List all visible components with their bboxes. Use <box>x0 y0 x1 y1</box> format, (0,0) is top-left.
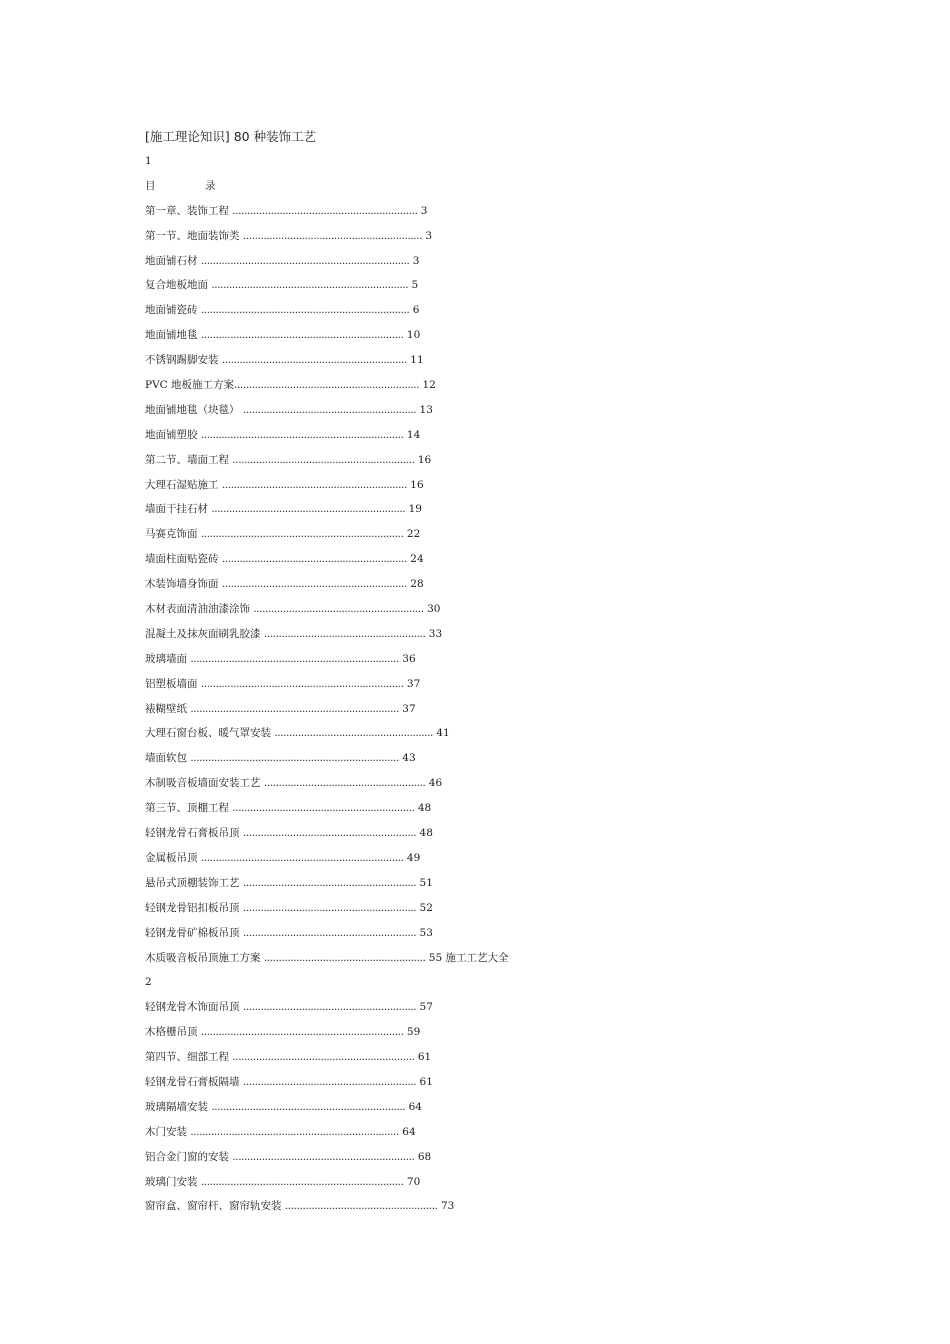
toc-page-number: 55 <box>428 951 443 964</box>
toc-page-number: 68 <box>417 1150 432 1163</box>
toc-entry <box>145 277 845 302</box>
toc-leader-dots: ..................................................................... <box>200 851 404 864</box>
toc-entry-title: 玻璃门安装 <box>145 1175 201 1188</box>
toc-entry <box>145 875 845 900</box>
toc-entry-title: 木材表面清油油漆涂饰 <box>145 603 254 616</box>
toc-entry-title: 复合地板地面 <box>145 279 212 292</box>
toc-entry <box>145 1024 845 1049</box>
toc-leader-dots: ....................................................... <box>263 951 426 964</box>
toc-leader-dots: ....................................................... <box>263 777 426 790</box>
toc-entry-title: 不锈钢踢脚安装 <box>145 354 222 367</box>
toc-entry-title: 地面铺瓷砖 <box>145 304 201 317</box>
toc-entry-title: 裱糊壁纸 <box>145 702 191 715</box>
toc-page-number: 30 <box>427 603 441 616</box>
toc-entry-title: 地面铺地毯 <box>145 329 201 342</box>
toc-entry-title: PVC 地板施工方案 <box>145 379 235 392</box>
toc-page-number: 64 <box>402 1125 416 1138</box>
toc-list <box>145 203 845 975</box>
toc-entry-title: 马赛克饰面 <box>145 528 201 541</box>
toc-page-number: 73 <box>440 1200 455 1213</box>
toc-page-number: 13 <box>419 403 433 416</box>
toc-entry <box>145 327 845 352</box>
toc-leader-dots: ............................................................... <box>221 354 407 367</box>
toc-heading <box>145 178 845 203</box>
toc-entry-title: 第一节、地面装饰类 <box>145 229 243 242</box>
toc-leader-dots: ............................................................... <box>232 204 418 217</box>
toc-page-number: 16 <box>410 478 424 491</box>
toc-page-number: 12 <box>422 379 436 392</box>
toc-page-number: 3 <box>412 254 420 267</box>
toc-entry-title: 第二节、墙面工程 <box>145 453 233 466</box>
toc-entry <box>145 701 845 726</box>
toc-page-number: 14 <box>406 428 421 441</box>
page-number-marker: 2 <box>145 976 152 989</box>
toc-entry-title: 地面铺塑胶 <box>145 428 201 441</box>
toc-leader-dots: ....................................................................... <box>190 702 399 715</box>
toc-entry <box>145 1149 845 1174</box>
toc-entry <box>145 825 845 850</box>
toc-leader-dots: .................................................... <box>284 1200 438 1213</box>
toc-leader-dots: ................................................................... <box>211 279 409 292</box>
toc-entry-title: 铝塑板墙面 <box>145 677 201 690</box>
toc-page-number: 5 <box>411 279 419 292</box>
toc-leader-dots: ..................................................................... <box>200 677 404 690</box>
toc-leader-dots: ........................................................... <box>242 901 417 914</box>
toc-entry <box>145 725 845 750</box>
toc-entry <box>145 900 845 925</box>
toc-entry <box>145 999 845 1024</box>
toc-entry <box>145 1074 845 1099</box>
toc-entry-title: 木质吸音板吊顶施工方案 <box>145 951 264 964</box>
toc-leader-dots: ........................................................... <box>242 1075 417 1088</box>
toc-page-number: 43 <box>402 752 416 765</box>
toc-page-number: 48 <box>417 802 432 815</box>
toc-entry <box>145 1049 845 1074</box>
toc-leader-dots: .............................................................. <box>232 453 415 466</box>
toc-entry-title: 轻钢龙骨石膏板隔墙 <box>145 1075 243 1088</box>
toc-leader-dots: ..................................................................... <box>200 428 404 441</box>
document-title: [施工理论知识] 80 种装饰工艺 <box>145 129 317 144</box>
toc-page-number: 64 <box>408 1100 422 1113</box>
toc-entry-title: 墙面软包 <box>145 752 191 765</box>
toc-entry-title: 第一章、装饰工程 <box>145 204 233 217</box>
toc-leader-dots: ....................................................................... <box>190 652 399 665</box>
toc-entry-title: 玻璃墙面 <box>145 652 191 665</box>
toc-entry-title: 铝合金门窗的安装 <box>145 1150 233 1163</box>
toc-leader-dots: ............................................................... <box>221 578 407 591</box>
toc-page-number: 49 <box>406 851 421 864</box>
toc-entry-title: 金属板吊顶 <box>145 851 201 864</box>
toc-entry <box>145 501 845 526</box>
toc-page-number: 24 <box>410 553 424 566</box>
toc-entry-title: 大理石窗台板、暖气罩安装 <box>145 727 275 740</box>
toc-entry-title: 玻璃隔墙安装 <box>145 1100 212 1113</box>
page-number-marker: 1 <box>145 155 152 167</box>
toc-leader-dots: ........................................................... <box>242 403 417 416</box>
toc-entry <box>145 676 845 701</box>
toc-entry-title: 第三节、顶棚工程 <box>145 802 233 815</box>
toc-heading-left: 目 <box>145 179 156 192</box>
toc-leader-dots: .................................................................. <box>211 1100 406 1113</box>
toc-leader-dots: ............................................................... <box>234 379 420 392</box>
toc-page-number: 70 <box>406 1175 421 1188</box>
toc-entry <box>145 601 845 626</box>
document-page <box>145 128 845 1223</box>
toc-entry-title: 木制吸音板墙面安装工艺 <box>145 777 264 790</box>
toc-leader-dots: ............................................................... <box>221 553 407 566</box>
toc-leader-dots: ....................................................................... <box>200 254 410 267</box>
toc-leader-dots: ....................................................................... <box>190 1125 399 1138</box>
toc-page-number: 3 <box>420 204 428 217</box>
running-footer-text: 施工工艺大全 <box>442 951 509 964</box>
toc-leader-dots: .............................................................. <box>232 1051 415 1064</box>
toc-entry-title: 轻钢龙骨石膏板吊顶 <box>145 827 243 840</box>
toc-leader-dots: ....................................................................... <box>190 752 399 765</box>
toc-entry <box>145 402 845 427</box>
toc-entry <box>145 253 845 278</box>
toc-leader-dots: ..................................................................... <box>200 329 404 342</box>
toc-page-number: 10 <box>406 329 421 342</box>
toc-entry-title: 大理石湿贴施工 <box>145 478 222 491</box>
toc-entry <box>145 1174 845 1199</box>
toc-entry <box>145 850 845 875</box>
toc-page-number: 41 <box>436 727 450 740</box>
toc-entry-title: 墙面干挂石材 <box>145 503 212 516</box>
toc-entry <box>145 576 845 601</box>
toc-leader-dots: ..................................................................... <box>200 1026 404 1039</box>
toc-entry-title: 墙面柱面贴瓷砖 <box>145 553 222 566</box>
toc-leader-dots: .............................................................. <box>232 1150 415 1163</box>
toc-page-number: 3 <box>425 229 433 242</box>
toc-page-number: 28 <box>410 578 424 591</box>
toc-leader-dots: .......................................................... <box>253 603 424 616</box>
toc-page-number: 19 <box>408 503 422 516</box>
toc-page-number: 11 <box>410 354 424 367</box>
toc-entry <box>145 526 845 551</box>
toc-page-number: 61 <box>419 1075 433 1088</box>
toc-entry-title: 木门安装 <box>145 1125 191 1138</box>
toc-page-number: 59 <box>406 1026 421 1039</box>
toc-leader-dots: ........................................................... <box>242 876 417 889</box>
toc-leader-dots: ........................................................... <box>242 926 417 939</box>
toc-heading-right: 录 <box>205 179 216 192</box>
toc-entry-title: 轻钢龙骨矿棉板吊顶 <box>145 926 243 939</box>
toc-entry-title: 第四节、细部工程 <box>145 1051 233 1064</box>
toc-entry <box>145 950 845 975</box>
toc-page-number: 37 <box>406 677 421 690</box>
toc-entry <box>145 1099 845 1124</box>
toc-entry-title: 混凝土及抹灰面刷乳胶漆 <box>145 627 264 640</box>
toc-entry <box>145 302 845 327</box>
toc-page-number: 61 <box>417 1051 432 1064</box>
toc-entry-title: 木格栅吊顶 <box>145 1026 201 1039</box>
toc-entry-title: 轻钢龙骨木饰面吊顶 <box>145 1001 243 1014</box>
toc-entry-title: 地面铺石材 <box>145 254 201 267</box>
toc-page-number: 48 <box>419 827 433 840</box>
toc-page-number: 46 <box>428 777 443 790</box>
toc-entry <box>145 775 845 800</box>
toc-leader-dots: ............................................................... <box>221 478 407 491</box>
toc-entry-title: 轻钢龙骨铝扣板吊顶 <box>145 901 243 914</box>
toc-leader-dots: ..................................................................... <box>200 1175 404 1188</box>
toc-entry-title: 悬吊式顶棚装饰工艺 <box>145 876 243 889</box>
toc-entry <box>145 228 845 253</box>
toc-entry <box>145 452 845 477</box>
toc-leader-dots: ........................................................... <box>242 1001 417 1014</box>
toc-page-number: 52 <box>419 901 433 914</box>
toc-entry-title: 地面铺地毯（块毯） <box>145 403 243 416</box>
toc-page-number: 33 <box>428 627 443 640</box>
toc-leader-dots: .............................................................. <box>232 802 415 815</box>
toc-entry-title: 木装饰墙身饰面 <box>145 578 222 591</box>
toc-entry <box>145 1124 845 1149</box>
toc-page-number: 51 <box>419 876 433 889</box>
toc-page-number: 16 <box>417 453 432 466</box>
toc-entry <box>145 352 845 377</box>
toc-entry <box>145 800 845 825</box>
toc-entry <box>145 750 845 775</box>
toc-leader-dots: ........................................................... <box>242 827 417 840</box>
toc-leader-dots: ...................................................... <box>274 727 433 740</box>
toc-entry <box>145 551 845 576</box>
toc-entry-title: 窗帘盒、窗帘杆、窗帘轨安装 <box>145 1200 285 1213</box>
toc-page-number: 53 <box>419 926 433 939</box>
toc-page-number: 22 <box>406 528 421 541</box>
toc-entry <box>145 626 845 651</box>
toc-list <box>145 999 845 1223</box>
toc-page-number: 6 <box>412 304 420 317</box>
toc-page-number: 57 <box>419 1001 433 1014</box>
toc-entry <box>145 925 845 950</box>
toc-leader-dots: .................................................................. <box>211 503 406 516</box>
toc-entry <box>145 1198 845 1223</box>
toc-leader-dots: ............................................................. <box>242 229 423 242</box>
toc-entry <box>145 427 845 452</box>
toc-entry <box>145 651 845 676</box>
toc-page-number: 36 <box>402 652 416 665</box>
toc-leader-dots: ....................................................................... <box>200 304 410 317</box>
toc-entry <box>145 477 845 502</box>
toc-entry <box>145 377 845 402</box>
toc-entry <box>145 203 845 228</box>
toc-leader-dots: ....................................................... <box>263 627 426 640</box>
toc-leader-dots: ..................................................................... <box>200 528 404 541</box>
toc-page-number: 37 <box>402 702 416 715</box>
